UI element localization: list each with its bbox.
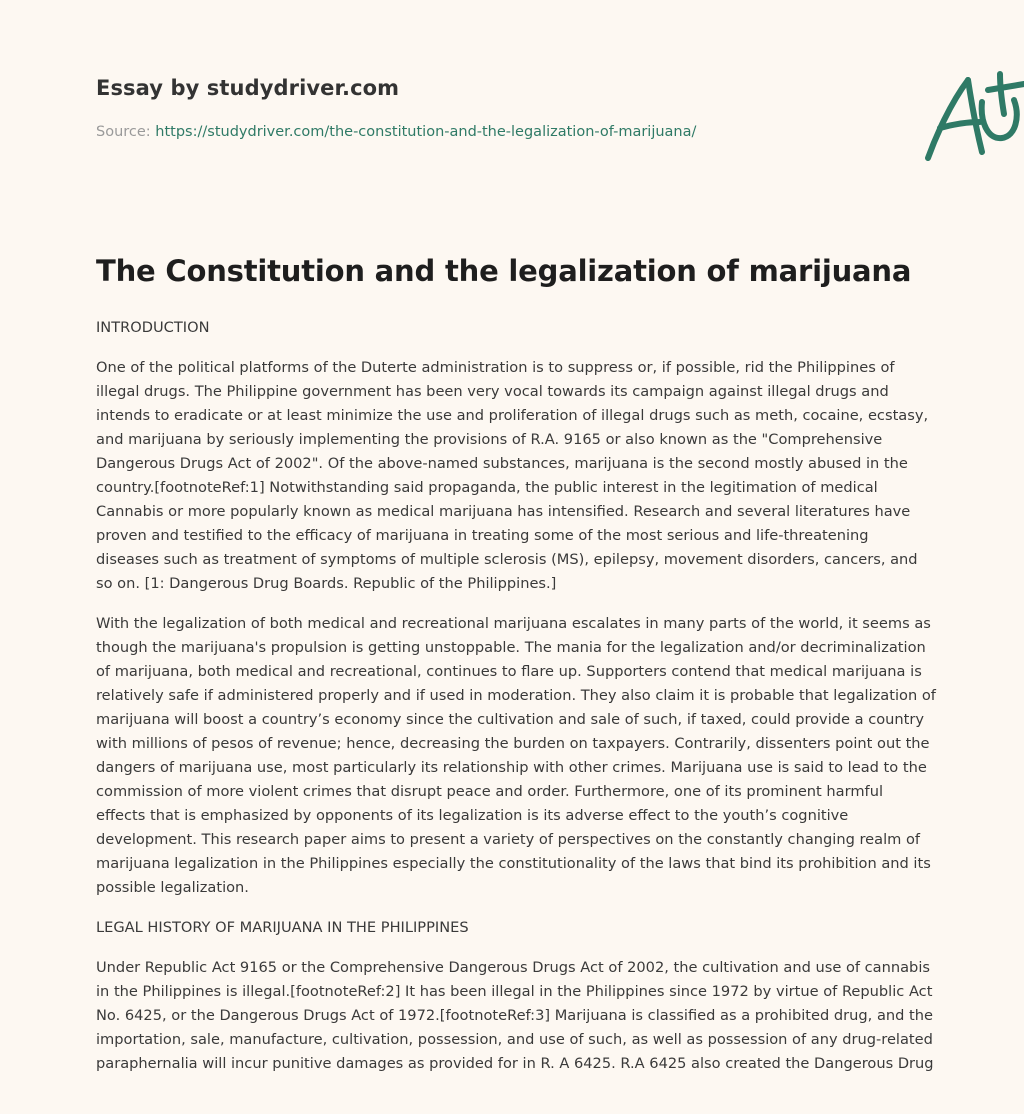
essay-body	[96, 316, 936, 1092]
source-link[interactable]: https://studydriver.com/the-constitution-and-the-legalization-of-marijuana/	[155, 124, 697, 140]
paragraph: One of the political platforms of the Duterte administration is to suppress or, if possible, rid the Philippines of illegal drugs. The Philippine government has been very vocal towards its campaign against illegal drugs and intends to eradicate or at least minimize the use and proliferation of illegal drugs such as meth, cocaine, ecstasy, and marijuana by seriously implementing the provisions of R.A. 9165 or also known as the "Comprehensive Dangerous Drugs Act of 2002". Of the above-named substances, marijuana is the second mostly abused in the country.[footnoteRef:1] Notwithstanding said propaganda, the public interest in the legitimation of medical Cannabis or more popularly known as medical marijuana has intensified. Research and several literatures have proven and testified to the efficacy of marijuana in treating some of the most serious and life-threatening diseases such as treatment of symptoms of multiple sclerosis (MS), epilepsy, movement disorders, cancers, and so on. [1: Dangerous Drug Boards. Republic of the Philippines.]	[96, 359, 929, 592]
paragraph: Under Republic Act 9165 or the Comprehensive Dangerous Drugs Act of 2002, the cultivation and use of cannabis in the Philippines is illegal.[footnoteRef:2] It has been illegal in the Philippines since 1972 by virtue of Republic Act No. 6425, or the Dangerous Drugs Act of 1972.[footnoteRef:3] Marijuana is classified as a prohibited drug, and the importation, sale, manufacture, cultivation, possession, and use of such, as well as possession of any drug-related paraphernalia will incur punitive damages as provided for in R. A 6425. R.A 6425 also created the Dangerous Drug	[96, 959, 934, 1072]
site-brand: Essay by studydriver.com	[96, 76, 400, 100]
essay-title: The Constitution and the legalization of marijuana	[96, 254, 912, 288]
section-heading-introduction: INTRODUCTION	[96, 319, 210, 336]
section-heading-legal-history: LEGAL HISTORY OF MARIJUANA IN THE PHILIPPINES	[96, 919, 469, 936]
source-line	[96, 124, 696, 140]
a-plus-logo-icon	[916, 66, 1024, 166]
source-label: Source:	[96, 124, 151, 140]
paragraph: With the legalization of both medical and recreational marijuana escalates in many parts of the world, it seems as though the marijuana's propulsion is getting unstoppable. The mania for the legalization and/or decriminalization of marijuana, both medical and recreational, continues to flare up. Supporters contend that medical marijuana is relatively safe if administered properly and if used in moderation. They also claim it is probable that legalization of marijuana will boost a country’s economy since the cultivation and sale of such, if taxed, could provide a country with millions of pesos of revenue; hence, decreasing the burden on taxpayers. Contrarily, dissenters point out the dangers of marijuana use, most particularly its relationship with other crimes. Marijuana use is said to lead to the commission of more violent crimes that disrupt peace and order. Furthermore, one of its prominent harmful effects that is emphasized by opponents of its legalization is its adverse effect to the youth’s cognitive development. This research paper aims to present a variety of perspectives on the constantly changing realm of marijuana legalization in the Philippines especially the constitutionality of the laws that bind its prohibition and its possible legalization.	[96, 615, 936, 896]
